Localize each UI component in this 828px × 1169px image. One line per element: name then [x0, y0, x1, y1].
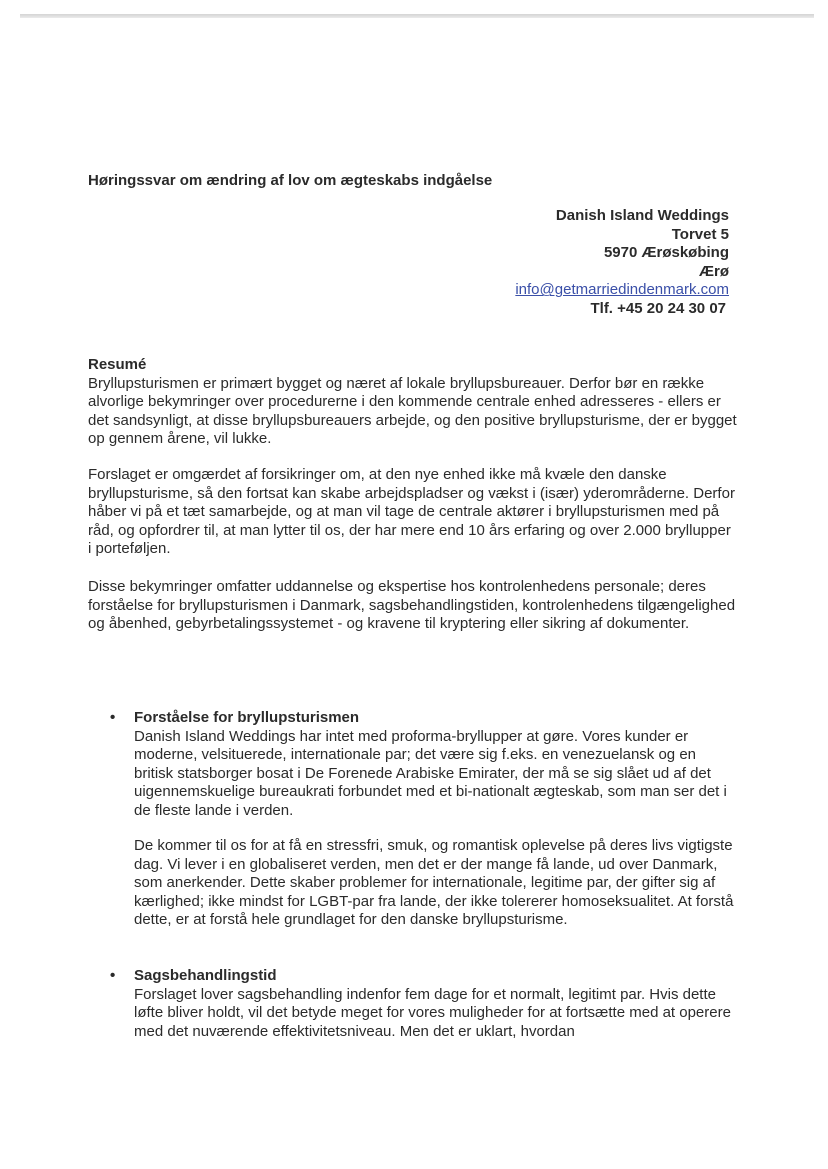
- section-paragraph-block: [134, 837, 734, 930]
- document-title: Høringssvar om ændring af lov om ægteskabs indgåelse: [88, 172, 493, 189]
- summary-paragraph-block: [88, 466, 738, 559]
- summary-paragraph-block: [88, 578, 738, 634]
- section-processing-time: [134, 967, 734, 1041]
- section-heading: Forståelse for bryllupsturismen: [134, 709, 360, 726]
- bullet-marker: •: [110, 709, 116, 726]
- sender-email-link[interactable]: info@getmarriedindenmark.com: [515, 281, 729, 299]
- summary-paragraph: Bryllupsturismen er primært bygget og næret af lokale bryllupsbureauer. Derfor bør en række alvorlige bekymringer over procedurerne i den kommende centrale enhed adresseres - ellers er det sandsynligt, at disse bryllupsbureauers arbejde, og den positive bryllupsturisme, der er bygget op gennem årene, vil lukke.: [88, 374, 737, 448]
- summary-paragraph: Forslaget er omgærdet af forsikringer om, at den nye enhed ikke må kvæle den danske bryllupsturisme, så den fortsat kan skabe arbejdspladser og vækst i (især) yderområderne. Derfor håber vi på et tæt samarbejde, og at man vil tage de centrale aktører i bryllupsturismen med på råd, og opfordrer til, at man lytter til os, der har mere end 10 års erfaring og over 2.000 bryllupper i porteføljen.: [88, 466, 735, 558]
- section-understanding: [134, 709, 734, 821]
- section-paragraph: De kommer til os for at få en stressfri, smuk, og romantisk oplevelse på deres livs vigtigste dag. Vi lever i en globaliseret verden, men det er der mange få lande, ud over Danmark, som anerkender. Dette skaber problemer for internationale, legitime par, der gifter sig af kærlighed; ikke mindst for LGBT-par fra lande, der ikke tolererer homoseksualitet. At forstå dette, er at forstå hele grundlaget for den danske bryllupsturisme.: [134, 837, 734, 929]
- sender-address-block: [515, 207, 729, 319]
- scan-edge-artifact: [20, 14, 814, 18]
- summary-heading: Resumé: [88, 356, 147, 373]
- sender-phone: Tlf. +45 20 24 30 07: [590, 299, 726, 317]
- sender-name: Danish Island Weddings: [555, 207, 729, 224]
- section-paragraph: Forslaget lover sagsbehandling indenfor fem dage for et normalt, legitimt par. Hvis dette løfte bliver holdt, vil det betyde meget for vores muligheder for at fortsætte med at operere med det nuværende effektivitetsniveau. Men det er uklart, hvordan: [134, 985, 731, 1040]
- section-heading: Sagsbehandlingstid: [134, 967, 277, 984]
- section-paragraph: Danish Island Weddings har intet med proforma-bryllupper at gøre. Vores kunder er moderne, velsituerede, internationale par; det være sig f.eks. en venezuelansk og en britisk statsborger bosat i De Forenede Arabiske Emirater, der må se sig slået ud af det uigennemskuelige bureaukrati forbundet med et bi-nationalt ægteskab, som man ser det i de fleste lande i verden.: [134, 727, 727, 819]
- summary-paragraph: Disse bekymringer omfatter uddannelse og ekspertise hos kontrolenhedens personale; deres forståelse for bryllupsturismen i Danmark, sagsbehandlingstiden, kontrolenhedens tilgængelighed og åbenhed, gebyrbetalingssystemet - og kravene til kryptering eller sikring af dokumenter.: [88, 578, 736, 633]
- sender-street: Torvet 5: [671, 225, 729, 243]
- sender-city: 5970 Ærøskøbing: [603, 244, 729, 262]
- summary-section: [88, 356, 738, 449]
- bullet-marker: •: [110, 967, 116, 984]
- sender-island: Ærø: [699, 262, 729, 280]
